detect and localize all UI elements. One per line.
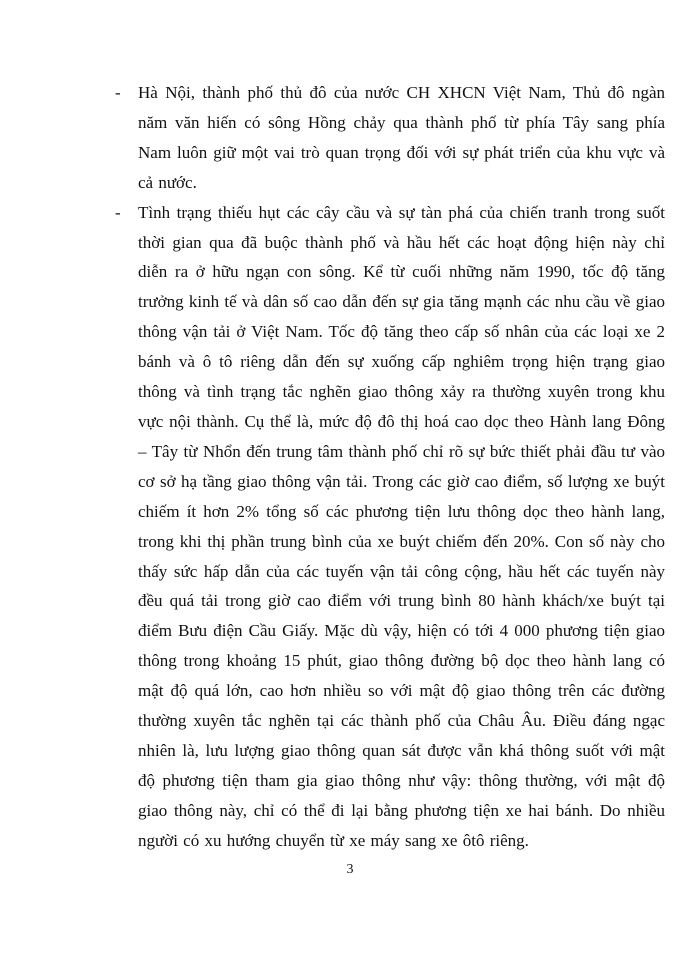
bullet-item-traffic [115, 198, 665, 856]
bullet-item-hanoi [115, 78, 665, 198]
bullet-marker: - [115, 83, 121, 102]
paragraph-text: Tình trạng thiếu hụt các cây cầu và sự tàn phá của chiến tranh trong suốt thời gian qua đã buộc thành phố và hầu hết các hoạt động hiện này chỉ diễn ra ở hữu ngạn con sông. Kể từ cuối những năm 1990, tốc độ tăng trưởng kinh tế và dân số cao dẫn đến sự gia tăng mạnh các nhu cầu về giao thông vận tải ở Việt Nam. Tốc độ tăng theo cấp số nhân của các loại xe 2 bánh và ô tô riêng dẫn đến sự xuống cấp nghiêm trọng hiện trạng giao thông và tình trạng tắc nghẽn giao thông xảy ra thường xuyên trong khu vực nội thành. Cụ thể là, mức độ đô thị hoá cao dọc theo Hành lang Đông – Tây từ Nhổn đến trung tâm thành phố chỉ rõ sự bức thiết phải đầu tư vào cơ sở hạ tầng giao thông vận tải. Trong các giờ cao điểm, số lượng xe buýt chiếm ít hơn 2% tổng số các phương tiện lưu thông dọc theo hành lang, trong khi thị phần trung bình của xe buýt chiếm đến 20%. Con số này cho thấy sức hấp dẫn của các tuyến vận tải công cộng, hầu hết các tuyến này đều quá tải trong giờ cao điểm với trung bình 80 hành khách/xe buýt tại điểm Bưu điện Cầu Giấy. Mặc dù vậy, hiện có tới 4 000 phương tiện giao thông trong khoảng 15 phút, giao thông đường bộ dọc theo hành lang có mật độ quá lớn, cao hơn nhiều so với mật độ giao thông trên các đường thường xuyên tắc nghẽn tại các thành phố của Châu Âu. Điều đáng ngạc nhiên là, lưu lượng giao thông quan sát được vẫn khá thông suốt với mật độ phương tiện tham gia giao thông như vậy: thông thường, với mật độ giao thông này, chỉ có thể đi lại bằng phương tiện xe hai bánh. Do nhiều người có xu hướng chuyển từ xe máy sang xe ôtô riêng. [138, 202, 665, 850]
bullet-marker: - [115, 202, 121, 222]
paragraph-text: Hà Nội, thành phố thủ đô của nước CH XHCN Việt Nam, Thủ đô ngàn năm văn hiến có sông Hồng chảy qua thành phố từ phía Tây sang phía Nam luôn giữ một vai trò quan trọng đối với sự phát triển của khu vực và cả nước. [138, 83, 665, 192]
bullet-list [115, 78, 665, 856]
page-number: 3 [346, 862, 354, 877]
